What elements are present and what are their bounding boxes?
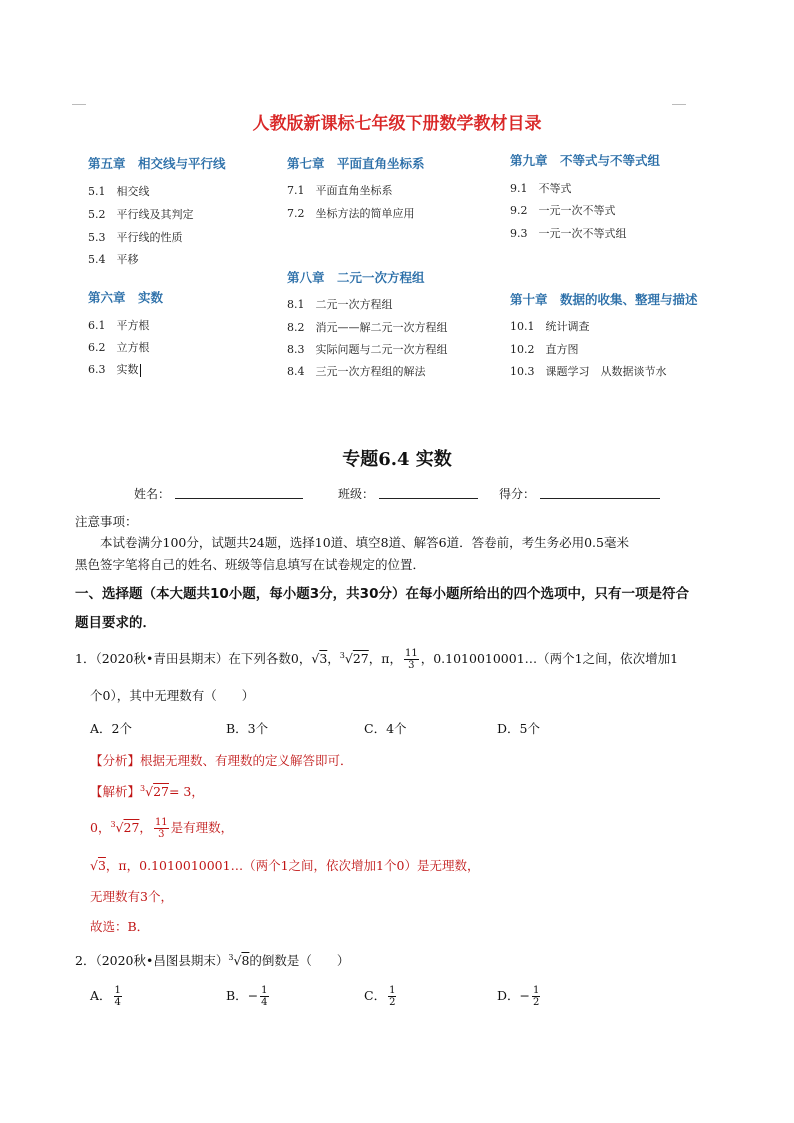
q1-answer: 故选：B． xyxy=(90,919,150,934)
notice-text-line2: 黑色签字笔将自己的姓名、班级等信息填写在试卷规定的位置． xyxy=(75,557,426,572)
cbrt-index: 3 xyxy=(228,952,234,962)
notice-label: 注意事项： xyxy=(75,514,138,529)
toc-title: 人教版新课标七年级下册数学教材目录 xyxy=(252,114,542,134)
solution-radicand: 27 xyxy=(153,784,169,799)
option-label: C． xyxy=(364,988,387,1003)
option-fraction xyxy=(388,985,396,1008)
toc-item: 9.2 一元一次不等式 xyxy=(510,204,616,217)
solution-label: 【解析】 xyxy=(90,784,141,799)
sqrt-symbol: √ xyxy=(145,784,154,799)
q1-prefix: 1．（2020秋•青田县期末）在下列各数0， xyxy=(75,651,312,666)
cbrt-index: 3 xyxy=(339,650,345,660)
rational-suffix: 是有理数， xyxy=(170,820,234,835)
frac-numerator: 11 xyxy=(404,648,418,659)
toc-item: 8.4 三元一次方程组的解法 xyxy=(287,365,426,378)
text-cursor xyxy=(140,364,141,377)
option-sign: − xyxy=(519,988,531,1003)
q1-sqrt3: 3 xyxy=(319,651,328,666)
question-1-stem-line2: 个0），其中无理数有（ ） xyxy=(90,688,255,703)
toc-item: 9.1 不等式 xyxy=(510,182,572,195)
option-fraction xyxy=(260,985,268,1008)
toc-item: 8.2 消元——解二元一次方程组 xyxy=(287,321,448,334)
sqrt-symbol: √ xyxy=(233,953,242,968)
score-label: 得分： xyxy=(499,487,536,501)
chapter-7-heading: 第七章 平面直角坐标系 xyxy=(287,156,425,171)
class-label: 班级： xyxy=(338,487,375,501)
toc-item: 7.1 平面直角坐标系 xyxy=(287,184,393,197)
toc-item: 8.1 二元一次方程组 xyxy=(287,298,393,311)
q1-suffix: ，0.1010010001…（两个1之间，依次增加1 xyxy=(420,651,679,666)
toc-item: 5.4 平移 xyxy=(88,253,139,266)
score-field[interactable] xyxy=(540,498,660,499)
q1-irrational-line xyxy=(90,856,479,874)
question-2-stem xyxy=(75,951,349,969)
toc-item: 10.1 统计调查 xyxy=(510,320,590,333)
option-sign: − xyxy=(247,988,259,1003)
irrational-text: ，π，0.1010010001…（两个1之间，依次增加1个0）是无理数， xyxy=(105,858,480,873)
irrational-radicand: 3 xyxy=(97,858,106,873)
frac-numerator: 1 xyxy=(114,985,121,996)
class-field[interactable] xyxy=(379,498,478,499)
q2-option-a[interactable] xyxy=(90,985,124,1008)
option-fraction xyxy=(532,985,540,1008)
q1-cbrt27: 27 xyxy=(352,651,369,666)
toc-item: 5.3 平行线的性质 xyxy=(88,231,183,244)
q1-solution xyxy=(90,782,204,800)
toc-item: 9.3 一元一次不等式组 xyxy=(510,227,627,240)
q2-suffix: 的倒数是（ ） xyxy=(249,953,350,968)
frac-numerator: 11 xyxy=(154,817,168,828)
chapter-8-heading: 第八章 二元一次方程组 xyxy=(287,270,425,285)
sqrt-symbol: √ xyxy=(115,820,124,835)
q1-sep1: ， xyxy=(327,651,340,666)
rational-radicand: 27 xyxy=(123,820,140,835)
rational-fraction xyxy=(154,817,169,840)
section-heading-line2: 题目要求的． xyxy=(75,615,156,631)
frac-denominator: 4 xyxy=(114,997,121,1008)
section-heading-line1: 一、选择题（本大题共10小题，每小题3分，共30分）在每小题所给出的四个选项中，只有一项是符合 xyxy=(75,586,689,602)
toc-item: 5.1 相交线 xyxy=(88,185,150,198)
document-title: 专题6.4 实数 xyxy=(342,449,452,470)
option-fraction xyxy=(114,985,122,1008)
toc-item: 6.1 平方根 xyxy=(88,319,150,332)
cbrt-index: 3 xyxy=(140,783,146,793)
frac-numerator: 1 xyxy=(533,985,540,996)
toc-item: 5.2 平行线及其判定 xyxy=(88,208,194,221)
chapter-10-heading: 第十章 数据的收集、整理与描述 xyxy=(510,292,698,307)
solution-equation: = 3， xyxy=(168,784,204,799)
q1-count: 无理数有3个， xyxy=(90,889,173,904)
q1-option-c[interactable]: C．4个 xyxy=(364,721,407,736)
toc-item: 8.3 实际问题与二元一次方程组 xyxy=(287,343,448,356)
header-mark-right xyxy=(672,104,686,105)
q1-option-b[interactable]: B．3个 xyxy=(226,721,269,736)
q1-analysis: 【分析】根据无理数、有理数的定义解答即可． xyxy=(90,753,353,768)
q2-option-d[interactable] xyxy=(497,985,542,1008)
chapter-6-heading: 第六章 实数 xyxy=(88,290,164,305)
toc-item: 7.2 坐标方法的简单应用 xyxy=(287,207,415,220)
question-1-stem xyxy=(75,648,678,671)
cbrt-index: 3 xyxy=(110,819,116,829)
q1-sep2: ，π， xyxy=(368,651,402,666)
q1-option-d[interactable]: D．5个 xyxy=(497,721,540,736)
option-label: A． xyxy=(90,988,112,1003)
frac-denominator: 3 xyxy=(158,829,165,840)
toc-item-text: 6.3 实数 xyxy=(88,363,139,376)
rational-sep: ， xyxy=(139,820,152,835)
toc-item: 6.2 立方根 xyxy=(88,341,150,354)
q2-option-c[interactable] xyxy=(364,985,398,1008)
toc-item: 10.3 课题学习 从数据谈节水 xyxy=(510,365,667,378)
sqrt-symbol: √ xyxy=(311,651,320,666)
q2-prefix: 2．（2020秋•昌图县期末） xyxy=(75,953,229,968)
frac-numerator: 1 xyxy=(389,985,396,996)
sqrt-symbol: √ xyxy=(344,651,353,666)
option-label: D． xyxy=(497,988,520,1003)
name-field[interactable] xyxy=(175,498,303,499)
q2-option-b[interactable] xyxy=(226,985,271,1008)
q1-option-a[interactable]: A．2个 xyxy=(90,721,132,736)
toc-item: 10.2 直方图 xyxy=(510,343,579,356)
frac-numerator: 1 xyxy=(261,985,268,996)
q2-radicand: 8 xyxy=(241,953,250,968)
rational-prefix: 0， xyxy=(90,820,111,835)
chapter-9-heading: 第九章 不等式与不等式组 xyxy=(510,153,661,168)
option-label: B． xyxy=(226,988,248,1003)
frac-denominator: 4 xyxy=(261,997,268,1008)
frac-denominator: 3 xyxy=(408,660,415,671)
frac-denominator: 2 xyxy=(533,997,540,1008)
notice-text-line1: 本试卷满分100分，试题共24题，选择10道、填空8道、解答6道．答卷前，考生务必用0.5毫米 xyxy=(100,535,629,550)
sqrt-symbol: √ xyxy=(90,858,98,873)
toc-item[interactable] xyxy=(88,361,141,377)
frac-denominator: 2 xyxy=(389,997,396,1008)
chapter-5-heading: 第五章 相交线与平行线 xyxy=(88,156,226,171)
name-label: 姓名： xyxy=(134,487,171,501)
header-mark-left xyxy=(72,104,86,105)
q1-rational-line xyxy=(90,817,233,840)
q1-fraction xyxy=(404,648,419,671)
